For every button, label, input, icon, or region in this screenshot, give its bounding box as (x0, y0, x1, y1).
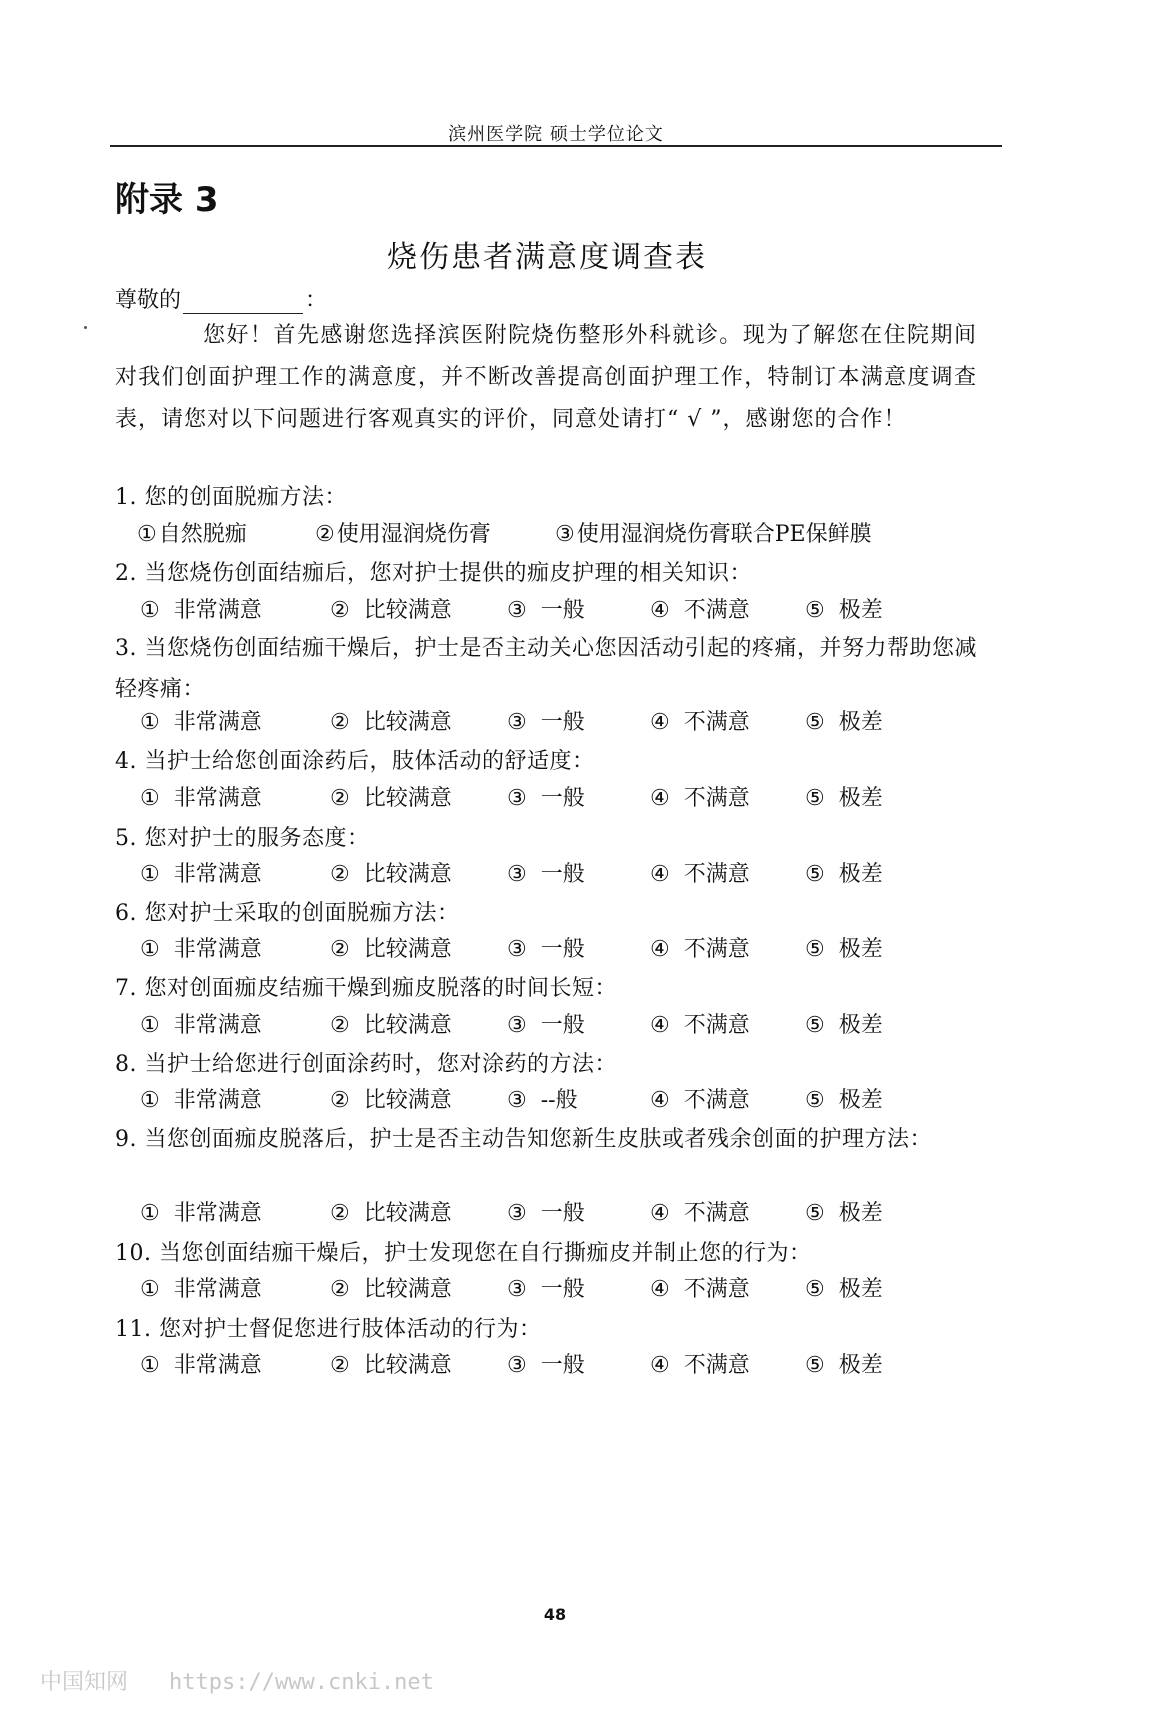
option-number-mark: ③ (507, 710, 527, 735)
option-label: 非常满意 (173, 710, 262, 735)
answer-option[interactable] (330, 1272, 452, 1303)
option-number-mark: ⑤ (805, 598, 825, 623)
option-label: 极差 (838, 1013, 883, 1038)
running-header: 滨州医学院 硕士学位论文 (448, 124, 664, 145)
option-number-mark: ③ (507, 786, 527, 811)
option-label: 比较满意 (363, 598, 452, 623)
option-number-mark: ① (140, 1013, 160, 1038)
option-label: 自然脱痂 (158, 522, 247, 547)
salutation-prefix: 尊敬的 (115, 288, 182, 313)
answer-option[interactable] (140, 1083, 262, 1114)
option-number-mark: ⑤ (805, 1088, 825, 1113)
question-text: 5. 您对护士的服务态度： (115, 826, 370, 851)
intro-paragraph: 您好！首先感谢您选择滨医附院烧伤整形外科就诊。现为了解您在住院期间对我们创面护理工作的满意度，并不断改善提高创面护理工作，特制订本满意度调查表，请您对以下问题进行客观真实的评价，同意处请打“ √ ”，感谢您的合作！ (115, 323, 977, 432)
answer-option[interactable] (330, 1008, 452, 1039)
answer-option[interactable] (507, 705, 585, 736)
answer-option[interactable] (330, 781, 452, 812)
option-number-mark: ② (330, 710, 350, 735)
answer-option[interactable] (507, 1348, 585, 1379)
salutation (115, 283, 327, 314)
answer-option[interactable] (330, 932, 452, 963)
option-number-mark: ① (140, 1201, 160, 1226)
watermark-site-name: 中国知网 (40, 1670, 129, 1695)
option-number-mark: ③ (507, 1013, 527, 1038)
option-number-mark: ① (140, 1088, 160, 1113)
answer-option[interactable] (330, 1083, 452, 1114)
option-number-mark: ② (330, 1088, 350, 1113)
option-label: 不满意 (683, 1013, 750, 1038)
option-label: 不满意 (683, 710, 750, 735)
option-label: 比较满意 (363, 710, 452, 735)
option-number-mark: ④ (650, 710, 670, 735)
option-number-mark: ① (140, 937, 160, 962)
answer-option[interactable] (805, 857, 883, 888)
answer-option[interactable] (140, 1196, 262, 1227)
option-number-mark: ③ (507, 862, 527, 887)
answer-option[interactable] (650, 1196, 750, 1227)
option-label: 极差 (838, 710, 883, 735)
answer-option[interactable] (507, 932, 585, 963)
answer-option[interactable] (555, 517, 872, 548)
answer-options (137, 517, 980, 557)
option-number-mark: ③ (507, 598, 527, 623)
option-label: 非常满意 (173, 1088, 262, 1113)
option-label: 不满意 (683, 1277, 750, 1302)
answer-options (140, 1272, 980, 1312)
scan-speck (84, 326, 87, 329)
answer-options (140, 932, 980, 972)
option-number-mark: ④ (650, 598, 670, 623)
option-number-mark: ③ (507, 1277, 527, 1302)
option-number-mark: ⑤ (805, 1201, 825, 1226)
answer-options (140, 593, 980, 633)
answer-options (140, 781, 980, 821)
answer-option[interactable] (650, 1348, 750, 1379)
option-label: 不满意 (683, 786, 750, 811)
option-number-mark: ⑤ (805, 1277, 825, 1302)
answer-option[interactable] (330, 1196, 452, 1227)
answer-option[interactable] (507, 1272, 585, 1303)
option-number-mark: ④ (650, 937, 670, 962)
header-rule (110, 145, 1002, 147)
option-label: 一般 (540, 1201, 585, 1226)
answer-option[interactable] (507, 781, 585, 812)
answer-options (140, 1008, 980, 1048)
answer-option[interactable] (330, 857, 452, 888)
answer-option[interactable] (140, 1348, 262, 1379)
option-label: 一般 (540, 937, 585, 962)
option-number-mark: ① (140, 1353, 160, 1378)
option-label: 非常满意 (173, 1201, 262, 1226)
answer-option[interactable] (650, 1083, 750, 1114)
option-label: 极差 (838, 1353, 883, 1378)
option-label: 一般 (540, 862, 585, 887)
option-number-mark: ② (315, 522, 335, 547)
option-number-mark: ⑤ (805, 1353, 825, 1378)
answer-option[interactable] (507, 1008, 585, 1039)
option-number-mark: ④ (650, 1201, 670, 1226)
option-number-mark: ③ (507, 1088, 527, 1113)
option-number-mark: ④ (650, 1088, 670, 1113)
answer-options (140, 857, 980, 897)
option-label: 极差 (838, 1201, 883, 1226)
option-number-mark: ③ (507, 1201, 527, 1226)
option-label: 比较满意 (363, 862, 452, 887)
option-label: 比较满意 (363, 1088, 452, 1113)
option-label: 一般 (540, 710, 585, 735)
answer-option[interactable] (805, 932, 883, 963)
option-number-mark: ④ (650, 1353, 670, 1378)
question-text: 11. 您对护士督促您进行肢体活动的行为： (115, 1317, 542, 1342)
option-label: 非常满意 (173, 1013, 262, 1038)
page-number: 48 (543, 1605, 567, 1624)
option-number-mark: ⑤ (805, 862, 825, 887)
option-label: 不满意 (683, 862, 750, 887)
answer-option[interactable] (650, 932, 750, 963)
option-label: 非常满意 (173, 1353, 262, 1378)
watermark-url: https://www.cnki.net (169, 1670, 434, 1695)
option-label: 一般 (540, 1277, 585, 1302)
answer-option[interactable] (805, 593, 883, 624)
answer-option[interactable] (650, 1272, 750, 1303)
option-number-mark: ② (330, 1201, 350, 1226)
appendix-title: 附录 3 (115, 180, 219, 220)
option-label: 一般 (540, 786, 585, 811)
option-label: 一般 (540, 1353, 585, 1378)
answer-option[interactable] (140, 1008, 262, 1039)
answer-option[interactable] (650, 705, 750, 736)
option-label: 比较满意 (363, 1013, 452, 1038)
answer-option[interactable] (140, 857, 262, 888)
answer-option[interactable] (805, 1348, 883, 1379)
option-label: 比较满意 (363, 1201, 452, 1226)
answer-option[interactable] (805, 1196, 883, 1227)
option-label: 使用湿润烧伤膏联合PE保鲜膜 (576, 522, 872, 547)
answer-option[interactable] (805, 1083, 883, 1114)
option-label: 不满意 (683, 1201, 750, 1226)
option-label: 不满意 (683, 1088, 750, 1113)
option-label: 非常满意 (173, 786, 262, 811)
option-label: 非常满意 (173, 937, 262, 962)
option-label: 不满意 (683, 1353, 750, 1378)
option-number-mark: ② (330, 1013, 350, 1038)
answer-option[interactable] (140, 593, 262, 624)
option-number-mark: ④ (650, 786, 670, 811)
name-blank-line (183, 291, 303, 314)
option-label: 极差 (838, 1277, 883, 1302)
answer-option[interactable] (330, 1348, 452, 1379)
option-number-mark: ② (330, 1277, 350, 1302)
answer-option[interactable] (315, 517, 491, 548)
answer-option[interactable] (140, 932, 262, 963)
option-label: 极差 (838, 786, 883, 811)
answer-option[interactable] (137, 517, 247, 548)
question-text: 1. 您的创面脱痂方法： (115, 485, 347, 510)
answer-option[interactable] (805, 1008, 883, 1039)
option-label: 比较满意 (363, 1277, 452, 1302)
answer-option[interactable] (140, 781, 262, 812)
option-label: 极差 (838, 1088, 883, 1113)
option-label: 非常满意 (173, 1277, 262, 1302)
option-label: 一般 (540, 1013, 585, 1038)
option-number-mark: ① (140, 786, 160, 811)
answer-option[interactable] (805, 781, 883, 812)
answer-option[interactable] (650, 781, 750, 812)
option-label: 非常满意 (173, 862, 262, 887)
answer-option[interactable] (805, 705, 883, 736)
option-number-mark: ⑤ (805, 1013, 825, 1038)
survey-title: 烧伤患者满意度调查表 (387, 240, 707, 275)
option-label: 比较满意 (363, 1353, 452, 1378)
question-text: 8. 当护士给您进行创面涂药时，您对涂药的方法： (115, 1052, 617, 1077)
answer-option[interactable] (650, 593, 750, 624)
option-label: 极差 (838, 598, 883, 623)
option-number-mark: ⑤ (805, 710, 825, 735)
option-number-mark: ① (137, 522, 157, 547)
answer-options (140, 1083, 980, 1123)
question-text: 6. 您对护士采取的创面脱痂方法： (115, 901, 460, 926)
option-number-mark: ② (330, 786, 350, 811)
answer-option[interactable] (330, 593, 452, 624)
question-text: 7. 您对创面痂皮结痂干燥到痂皮脱落的时间长短： (115, 976, 617, 1001)
option-number-mark: ① (140, 598, 160, 623)
option-number-mark: ③ (507, 1353, 527, 1378)
option-number-mark: ④ (650, 862, 670, 887)
answer-options (140, 1196, 980, 1236)
option-number-mark: ② (330, 937, 350, 962)
option-number-mark: ③ (555, 522, 575, 547)
option-label: 极差 (838, 862, 883, 887)
option-number-mark: ④ (650, 1013, 670, 1038)
option-label: 不满意 (683, 598, 750, 623)
option-number-mark: ① (140, 862, 160, 887)
option-label: 不满意 (683, 937, 750, 962)
option-label: 极差 (838, 937, 883, 962)
option-number-mark: ② (330, 862, 350, 887)
salutation-suffix: ： (305, 288, 328, 313)
answer-option[interactable] (650, 857, 750, 888)
option-number-mark: ① (140, 1277, 160, 1302)
answer-option[interactable] (507, 1083, 578, 1114)
option-number-mark: ⑤ (805, 786, 825, 811)
option-label: 一般 (540, 598, 585, 623)
answer-options (140, 1348, 980, 1388)
answer-option[interactable] (507, 857, 585, 888)
answer-options (140, 705, 980, 745)
option-number-mark: ② (330, 598, 350, 623)
option-number-mark: ② (330, 1353, 350, 1378)
option-number-mark: ④ (650, 1277, 670, 1302)
answer-option[interactable] (805, 1272, 883, 1303)
option-number-mark: ① (140, 710, 160, 735)
answer-option[interactable] (507, 593, 585, 624)
watermark (40, 1665, 434, 1696)
question-text: 3. 当您烧伤创面结痂干燥后，护士是否主动关心您因活动引起的疼痛，并努力帮助您减轻疼痛： (115, 636, 977, 702)
answer-option[interactable] (330, 705, 452, 736)
option-label: 使用湿润烧伤膏 (336, 522, 491, 547)
question-text: 4. 当护士给您创面涂药后，肢体活动的舒适度： (115, 749, 595, 774)
option-label: 比较满意 (363, 937, 452, 962)
option-label: 比较满意 (363, 786, 452, 811)
option-label: --般 (540, 1088, 578, 1113)
answer-option[interactable] (140, 705, 262, 736)
option-number-mark: ③ (507, 937, 527, 962)
answer-option[interactable] (650, 1008, 750, 1039)
answer-option[interactable] (507, 1196, 585, 1227)
question-text: 2. 当您烧伤创面结痂后，您对护士提供的痂皮护理的相关知识： (115, 561, 752, 586)
option-label: 非常满意 (173, 598, 262, 623)
option-number-mark: ⑤ (805, 937, 825, 962)
question-text: 9. 当您创面痂皮脱落后，护士是否主动告知您新生皮肤或者残余创面的护理方法： (115, 1127, 932, 1152)
answer-option[interactable] (140, 1272, 262, 1303)
question-text: 10. 当您创面结痂干燥后，护士发现您在自行撕痂皮并制止您的行为： (115, 1241, 812, 1266)
